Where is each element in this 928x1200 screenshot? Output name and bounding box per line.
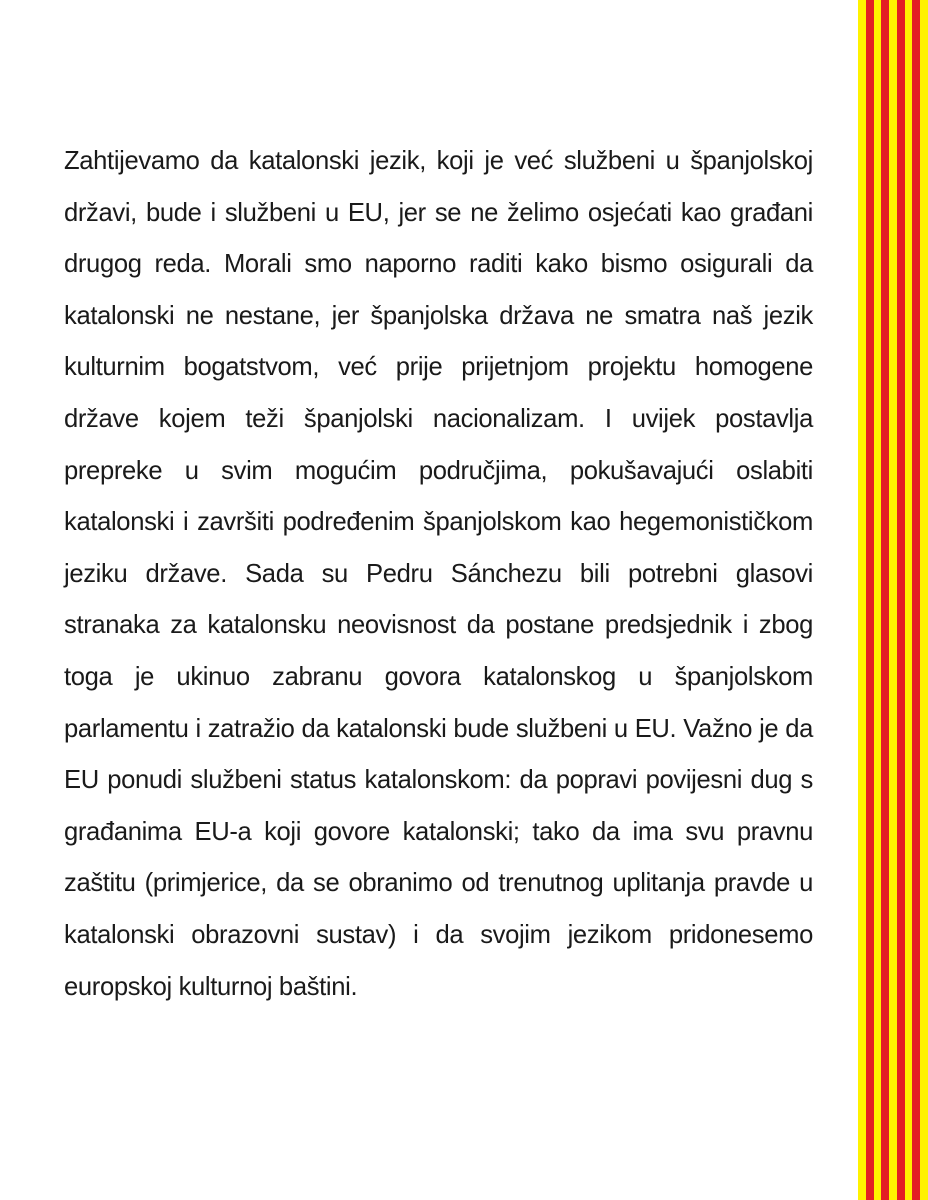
flag-stripe: [912, 0, 920, 1200]
flag-stripe: [920, 0, 928, 1200]
flag-stripe: [874, 0, 882, 1200]
flag-stripe: [905, 0, 913, 1200]
flag-stripe: [897, 0, 905, 1200]
flag-stripe: [881, 0, 889, 1200]
flag-stripe: [858, 0, 866, 1200]
flag-stripe: [866, 0, 874, 1200]
flag-stripe: [889, 0, 897, 1200]
catalan-flag-stripes: [858, 0, 928, 1200]
body-paragraph: Zahtijevamo da katalonski jezik, koji je već službeni u španjolskoj državi, bude i službeni u EU, jer se ne želimo osjećati kao građani drugog reda. Morali smo naporno raditi kako bismo osigurali da katalonski ne nestane, jer španjolska država ne smatra naš jezik kulturnim bogatstvom, već prije prijetnjom projektu homogene države kojem teži španjolski nacionalizam. I uvijek postavlja prepreke u svim mogućim područjima, pokušavajući oslabiti katalonski i završiti podređenim španjolskom kao hegemonističkom jeziku države. Sada su Pedru Sánchezu bili potrebni glasovi stranaka za katalonsku neovisnost da postane predsjednik i zbog toga je ukinuo zabranu govora katalonskog u španjolskom parlamentu i zatražio da katalonski bude službeni u EU. Važno je da EU ponudi službeni status katalonskom: da popravi povijesni dug s građanima EU-a koji govore katalonski; tako da ima svu pravnu zaštitu (primjerice, da se obranimo od trenutnog uplitanja pravde u katalonski obrazovni sustav) i da svojim jezikom pridonesemo europskoj kulturnoj baštini.: [64, 147, 813, 1001]
